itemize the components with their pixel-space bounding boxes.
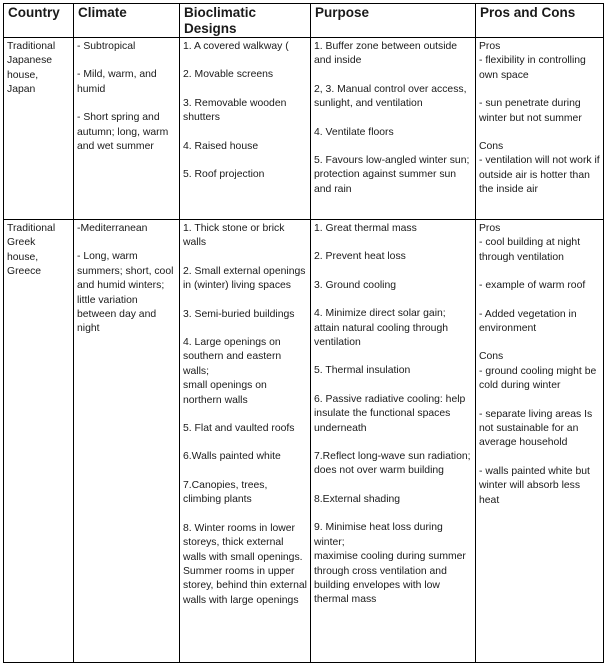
cell-text: -Mediterranean xyxy=(77,223,148,234)
cell-text: Traditional xyxy=(7,41,56,52)
cell-designs xyxy=(180,220,311,663)
cell-text: 5. Flat and vaulted roofs xyxy=(183,423,295,435)
paragraph-gap xyxy=(77,97,176,111)
paragraph-gap xyxy=(183,436,307,450)
header-country: Country xyxy=(4,4,74,38)
cell-text: - Added vegetation in environment xyxy=(479,308,577,335)
cell-text: maximise cooling during summer through cross ventilation and building envelopes with low thermal mass xyxy=(314,551,466,606)
paragraph-gap xyxy=(183,54,307,68)
cell-text: Cons xyxy=(479,351,504,363)
cell-text: Greek xyxy=(7,237,36,249)
cell-text: - separate living areas Is not sustainable for an average household xyxy=(479,408,593,449)
paragraph-gap xyxy=(183,126,307,140)
cell-text: house, xyxy=(7,69,39,81)
cell-purpose xyxy=(311,38,476,220)
cell-text: - walls painted white but winter will absorb less heat xyxy=(479,465,590,506)
cell-text: - example of warm roof xyxy=(479,280,586,292)
paragraph-gap xyxy=(479,451,600,465)
cell-purpose xyxy=(311,220,476,663)
cell-pros-cons xyxy=(476,220,604,663)
cell-text: Pros xyxy=(479,41,501,52)
paragraph-gap xyxy=(183,408,307,422)
cell-text: 1. A covered walkway ( xyxy=(183,41,289,52)
cell-text: 3. Ground cooling xyxy=(314,279,397,291)
cell-text: - cool building at night through ventilation xyxy=(479,237,581,263)
cell-text: 6. Passive radiative cooling: help insulate the functional spaces underneath xyxy=(314,393,466,434)
cell-text: 1. Great thermal mass xyxy=(314,223,417,234)
cell-text: 3. Removable wooden shutters xyxy=(183,97,287,124)
cell-climate xyxy=(74,220,180,663)
table-row xyxy=(4,220,604,663)
cell-text: Summer rooms in upper storey, behind thin external walls with large openings xyxy=(183,565,307,606)
table-row xyxy=(4,38,604,220)
paragraph-gap xyxy=(314,379,472,393)
paragraph-gap xyxy=(183,294,307,308)
paragraph-gap xyxy=(314,69,472,83)
header-row xyxy=(4,4,604,38)
cell-text: - Short spring and autumn; long, warm and wet summer xyxy=(77,112,169,153)
cell-text: - sun penetrate during winter but not summer xyxy=(479,98,582,124)
cell-text: - Subtropical xyxy=(77,41,136,52)
paragraph-gap xyxy=(479,394,600,408)
cell-text: Greece xyxy=(7,266,42,278)
cell-text: house, xyxy=(7,251,39,263)
paragraph-gap xyxy=(314,436,472,450)
paragraph-gap xyxy=(77,54,176,68)
cell-text: - Long, warm summers; short, cool and humid winters; little variation between day and night xyxy=(77,251,174,335)
paragraph-gap xyxy=(183,83,307,97)
paragraph-gap xyxy=(183,508,307,522)
cell-text: 2, 3. Manual control over access, sunlight, and ventilation xyxy=(314,83,467,110)
cell-text: - ventilation will not work if outside air is hotter than the inside air xyxy=(479,155,600,196)
cell-text: 8. Winter rooms in lower storeys, thick external walls with small openings. xyxy=(183,522,303,563)
cell-text: - Mild, warm, and humid xyxy=(77,69,157,95)
cell-text: 2. Prevent heat loss xyxy=(314,251,406,263)
paragraph-gap xyxy=(314,507,472,521)
header-pros-and-cons: Pros and Cons xyxy=(476,4,604,38)
cell-text: 9. Minimise heat loss during winter; xyxy=(314,522,443,548)
cell-text: 3. Semi-buried buildings xyxy=(183,308,295,320)
cell-text: 7.Reflect long-wave sun radiation; does not over warm building xyxy=(314,451,471,477)
header-bioclimatic-designs: Bioclimatic Designs xyxy=(180,4,311,38)
paragraph-gap xyxy=(314,479,472,493)
paragraph-gap xyxy=(479,83,600,97)
cell-text: small openings on northern walls xyxy=(183,380,267,406)
paragraph-gap xyxy=(479,294,600,308)
cell-text: 4. Large openings on southern and eastern walls; xyxy=(183,337,282,377)
cell-country xyxy=(4,38,74,220)
header-purpose: Purpose xyxy=(311,4,476,38)
paragraph-gap xyxy=(314,236,472,250)
cell-text: Pros xyxy=(479,223,501,234)
bioclimatic-table xyxy=(3,3,604,663)
paragraph-gap xyxy=(479,126,600,140)
cell-text: 7.Canopies, trees, climbing plants xyxy=(183,479,268,506)
cell-climate xyxy=(74,38,180,220)
cell-country xyxy=(4,220,74,663)
paragraph-gap xyxy=(314,265,472,279)
cell-text: Traditional xyxy=(7,223,56,234)
cell-text: 5. Thermal insulation xyxy=(314,365,411,377)
cell-text: Japanese xyxy=(7,55,53,67)
paragraph-gap xyxy=(183,154,307,168)
paragraph-gap xyxy=(77,236,176,250)
cell-text: - ground cooling might be cold during winter xyxy=(479,365,597,392)
cell-text: Japan xyxy=(7,84,36,96)
cell-text: 4. Ventilate floors xyxy=(314,126,394,138)
cell-text: 2. Small external openings in (winter) living spaces xyxy=(183,265,306,292)
paragraph-gap xyxy=(314,140,472,154)
cell-text: Cons xyxy=(479,141,504,153)
cell-text: - flexibility in controlling own space xyxy=(479,55,586,81)
cell-text: 5. Favours low-angled winter sun; protection against summer sun and rain xyxy=(314,155,470,195)
cell-text: 6.Walls painted white xyxy=(183,451,281,463)
paragraph-gap xyxy=(183,251,307,265)
cell-text: 4. Minimize direct solar gain; attain natural cooling through ventilation xyxy=(314,308,449,349)
cell-pros-cons xyxy=(476,38,604,220)
paragraph-gap xyxy=(314,350,472,364)
paragraph-gap xyxy=(183,465,307,479)
cell-designs xyxy=(180,38,311,220)
paragraph-gap xyxy=(183,322,307,336)
paragraph-gap xyxy=(479,336,600,350)
cell-text: 1. Buffer zone between outside and inside xyxy=(314,41,458,67)
cell-text: 4. Raised house xyxy=(183,140,259,152)
cell-text: 2. Movable screens xyxy=(183,69,274,81)
paragraph-gap xyxy=(314,112,472,126)
paragraph-gap xyxy=(479,265,600,279)
cell-text: 1. Thick stone or brick walls xyxy=(183,223,285,249)
cell-text: 5. Roof projection xyxy=(183,169,265,181)
cell-text: 8.External shading xyxy=(314,493,401,505)
paragraph-gap xyxy=(314,293,472,307)
header-climate: Climate xyxy=(74,4,180,38)
